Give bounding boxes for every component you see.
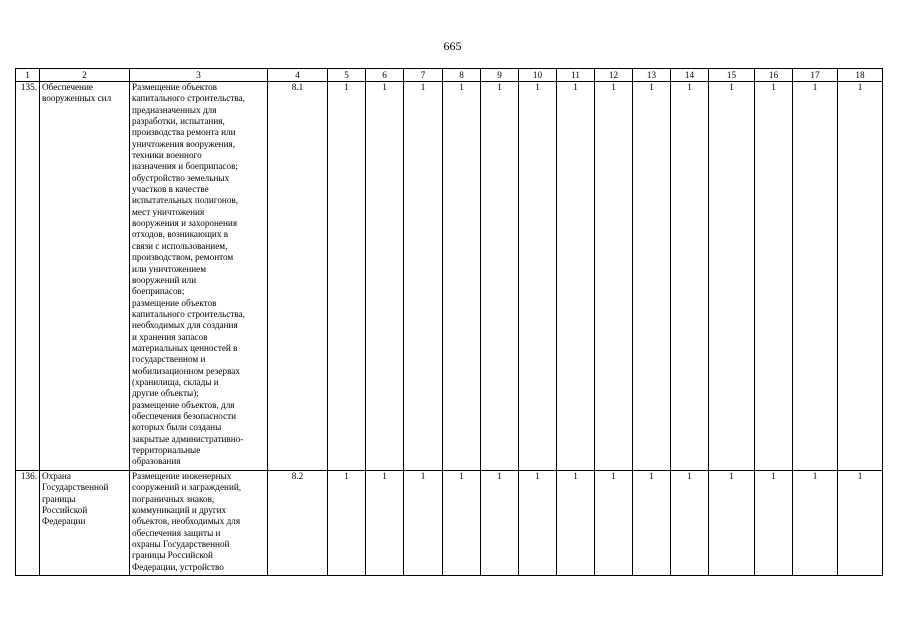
- row-description: [130, 82, 268, 471]
- row-value: 1: [838, 82, 883, 471]
- description-line: размещение объектов: [132, 297, 217, 308]
- description-line: пограничных знаков,: [132, 493, 215, 504]
- description-line: материальных ценностей в: [132, 342, 238, 353]
- description-line: разработки, испытания,: [132, 116, 225, 127]
- name-line: Обеспечение: [42, 82, 93, 92]
- name-line: Федерации: [42, 516, 86, 527]
- name-line: Государственной: [42, 482, 109, 493]
- description-line: Размещение инженерных: [132, 471, 232, 481]
- column-header: 16: [755, 69, 793, 82]
- description-line: участков в качестве: [132, 184, 209, 195]
- description-line: (хранилища, склады и: [132, 376, 219, 387]
- column-header: 8: [443, 69, 481, 82]
- column-header: 6: [366, 69, 404, 82]
- table-header-row: [16, 69, 883, 82]
- description-line: образования: [132, 456, 181, 467]
- description-line: Размещение объектов: [132, 82, 217, 92]
- description-line: уничтожения вооружения,: [132, 138, 236, 149]
- description-line: техники военного: [132, 150, 202, 161]
- row-value: 1: [328, 82, 366, 471]
- description-line: мобилизационном резервах: [132, 365, 240, 376]
- description-line: испытательных полигонов,: [132, 195, 239, 206]
- column-header: 9: [481, 69, 519, 82]
- description-line: обеспечения безопасности: [132, 410, 237, 421]
- column-header: 3: [130, 69, 268, 82]
- name-line: Охрана: [42, 471, 71, 481]
- description-line: обустройство земельных: [132, 172, 230, 183]
- name-line: границы: [42, 493, 76, 504]
- description-line: коммуникаций и других: [132, 505, 227, 516]
- row-value: 1: [557, 82, 595, 471]
- description-line: капитального строительства,: [132, 308, 245, 319]
- row-value: 1: [709, 82, 755, 471]
- row-value: 1: [404, 471, 443, 576]
- column-header: 18: [838, 69, 883, 82]
- description-line: производством, ремонтом: [132, 252, 234, 263]
- description-line: границы Российской: [132, 550, 213, 561]
- description-line: боеприпасов;: [132, 286, 185, 297]
- row-value: 1: [671, 82, 709, 471]
- page-number: 665: [443, 39, 462, 53]
- row-value: 1: [481, 471, 519, 576]
- description-line: связи с использованием,: [132, 240, 228, 251]
- row-description: [130, 471, 268, 576]
- description-line: объектов, необходимых для: [132, 516, 241, 527]
- description-line: размещение объектов, для: [132, 399, 235, 410]
- row-value: 1: [633, 82, 671, 471]
- row-value: 1: [519, 82, 557, 471]
- column-header: 15: [709, 69, 755, 82]
- column-header: 12: [595, 69, 633, 82]
- column-header: 17: [793, 69, 838, 82]
- description-line: закрытые административно-: [132, 433, 244, 444]
- column-header: 7: [404, 69, 443, 82]
- column-header: 4: [268, 69, 328, 82]
- row-value: 1: [793, 82, 838, 471]
- column-header: 2: [40, 69, 130, 82]
- description-line: территориальные: [132, 445, 201, 455]
- description-line: охраны Государственной: [132, 539, 230, 550]
- row-value: 1: [481, 82, 519, 471]
- description-line: вооружений или: [132, 274, 197, 285]
- name-line: вооруженных сил: [42, 93, 112, 104]
- row-value: 1: [755, 471, 793, 576]
- description-line: вооружения и захоронения: [132, 218, 238, 229]
- row-value: 1: [443, 82, 481, 471]
- description-line: или уничтожением: [132, 263, 207, 274]
- row-number: 136.: [16, 471, 40, 576]
- row-value: 1: [633, 471, 671, 576]
- row-value: 1: [755, 82, 793, 471]
- row-value: 1: [443, 471, 481, 576]
- row-value: 1: [595, 471, 633, 576]
- row-value: 1: [404, 82, 443, 471]
- description-line: и хранения запасов: [132, 331, 208, 342]
- column-header: 13: [633, 69, 671, 82]
- description-line: назначения и боеприпасов;: [132, 161, 238, 172]
- row-value: 1: [838, 471, 883, 576]
- description-line: которых были созданы: [132, 422, 222, 433]
- description-line: необходимых для создания: [132, 320, 238, 331]
- description-line: мест уничтожения: [132, 206, 205, 217]
- land-use-table: [15, 68, 883, 576]
- description-line: предназначенных для: [132, 104, 217, 115]
- column-header: 14: [671, 69, 709, 82]
- row-value: 1: [366, 471, 404, 576]
- description-line: государственном и: [132, 354, 206, 365]
- description-line: сооружений и заграждений,: [132, 482, 242, 493]
- row-name: [40, 471, 130, 576]
- row-value: 1: [595, 82, 633, 471]
- column-header: 5: [328, 69, 366, 82]
- column-header: 10: [519, 69, 557, 82]
- row-name: [40, 82, 130, 471]
- row-code: 8.2: [268, 471, 328, 576]
- name-line: Российской: [42, 505, 88, 516]
- description-line: Федерации, устройство: [132, 561, 224, 572]
- column-header: 11: [557, 69, 595, 82]
- description-line: производства ремонта или: [132, 127, 236, 138]
- row-value: 1: [671, 471, 709, 576]
- row-value: 1: [519, 471, 557, 576]
- row-value: 1: [709, 471, 755, 576]
- table-row: [16, 82, 883, 471]
- row-value: 1: [793, 471, 838, 576]
- column-header: 1: [16, 69, 40, 82]
- row-number: 135.: [16, 82, 40, 471]
- row-value: 1: [328, 471, 366, 576]
- row-code: 8.1: [268, 82, 328, 471]
- description-line: капитального строительства,: [132, 93, 245, 104]
- row-value: 1: [366, 82, 404, 471]
- description-line: отходов, возникающих в: [132, 229, 229, 240]
- description-line: другие объекты);: [132, 388, 199, 399]
- description-line: обеспечения защиты и: [132, 527, 221, 538]
- row-value: 1: [557, 471, 595, 576]
- table-row: [16, 471, 883, 576]
